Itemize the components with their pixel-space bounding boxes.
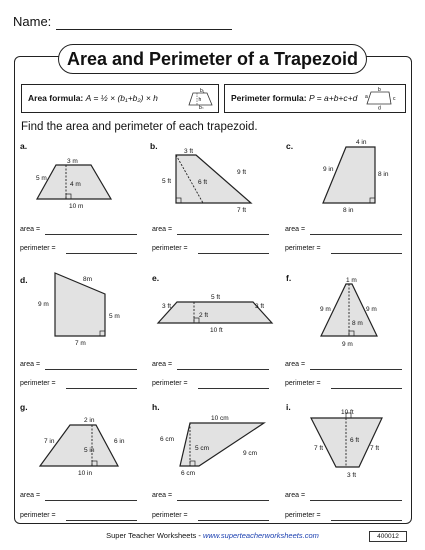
label-e-right: 3 ft xyxy=(255,303,265,310)
footer-brand: Super Teacher Worksheets - xyxy=(106,531,203,540)
label-f-bottom: 9 m xyxy=(342,341,353,348)
problem-letter-h: h. xyxy=(152,402,160,412)
label-b-top: 3 ft xyxy=(184,148,194,155)
label-e-top: 5 ft xyxy=(211,294,221,301)
label-d-right: 5 m xyxy=(109,313,120,320)
area-label-b: area = xyxy=(152,226,173,233)
problem-f-diagram xyxy=(286,273,377,348)
label-h-height: 5 cm xyxy=(195,445,210,452)
problem-a-diagram xyxy=(20,141,111,210)
label-e-left: 3 ft xyxy=(162,303,172,310)
label-b-bottom: 7 ft xyxy=(237,207,247,214)
footer-url-link[interactable]: www.superteacherworksheets.com xyxy=(202,531,319,540)
label-g-left: 7 in xyxy=(44,438,55,445)
label-i-left: 7 ft xyxy=(314,445,324,452)
label-d-top: 8m xyxy=(83,276,93,283)
area-icon-b1: b₁ xyxy=(200,88,205,94)
label-a-bottom: 10 m xyxy=(69,203,84,210)
label-b-right: 9 ft xyxy=(237,169,247,176)
perimeter-answer-b[interactable] xyxy=(198,253,269,254)
problem-letter-b: b. xyxy=(150,141,158,151)
label-b-height: 6 ft xyxy=(198,179,208,186)
perim-icon-c: c xyxy=(393,96,396,102)
problem-h-diagram xyxy=(152,402,264,477)
perim-icon-b: b xyxy=(378,87,381,93)
perimeter-label-a: perimeter = xyxy=(20,245,56,252)
area-label-g: area = xyxy=(20,492,41,499)
label-a-top: 3 m xyxy=(67,158,78,165)
area-answer-i[interactable] xyxy=(310,500,402,501)
perimeter-label-f: perimeter = xyxy=(285,380,321,387)
perimeter-label-e: perimeter = xyxy=(152,380,188,387)
label-f-left: 9 m xyxy=(320,306,331,313)
problem-d-diagram xyxy=(20,273,120,347)
problem-c-diagram xyxy=(286,139,389,214)
label-g-bottom: 10 in xyxy=(78,470,93,477)
label-i-top: 10 ft xyxy=(341,409,354,416)
area-answer-a[interactable] xyxy=(45,234,137,235)
perimeter-label-h: perimeter = xyxy=(152,512,188,519)
label-b-left: 5 ft xyxy=(162,178,172,185)
label-c-left: 9 in xyxy=(323,166,334,173)
label-g-height: 5 in xyxy=(84,447,95,454)
label-f-right: 9 m xyxy=(366,306,377,313)
perimeter-label-c: perimeter = xyxy=(285,245,321,252)
area-label-e: area = xyxy=(152,361,173,368)
perimeter-answer-i[interactable] xyxy=(331,520,402,521)
perimeter-label-i: perimeter = xyxy=(285,512,321,519)
label-c-bottom: 8 in xyxy=(343,207,354,214)
problem-letter-c: c. xyxy=(286,141,294,151)
problem-i-diagram xyxy=(286,402,382,479)
label-c-right: 8 in xyxy=(378,171,389,178)
label-c-top: 4 in xyxy=(356,139,367,146)
perimeter-answer-f[interactable] xyxy=(331,388,402,389)
area-answer-d[interactable] xyxy=(45,369,137,370)
problem-b-diagram xyxy=(150,141,251,214)
area-formula-expression: A = ½ × (b₁+b₂) × h xyxy=(85,93,158,103)
area-label-i: area = xyxy=(285,492,306,499)
name-label: Name: xyxy=(13,14,52,29)
area-icon-h: h xyxy=(198,97,202,103)
problem-letter-i: i. xyxy=(286,402,291,412)
problem-letter-d: d. xyxy=(20,275,28,285)
area-answer-g[interactable] xyxy=(45,500,137,501)
problem-letter-e: e. xyxy=(152,273,160,283)
perimeter-formula-label: Perimeter formula: xyxy=(231,93,307,103)
label-i-bottom: 3 ft xyxy=(347,472,357,479)
perimeter-answer-e[interactable] xyxy=(198,388,269,389)
label-d-bottom: 7 m xyxy=(75,340,86,347)
perim-icon-a: a xyxy=(365,94,368,100)
trapezoid-g xyxy=(40,425,118,466)
trapezoid-i xyxy=(311,418,382,467)
label-g-top: 2 in xyxy=(84,417,95,424)
problem-g-diagram xyxy=(20,402,125,477)
perimeter-label-b: perimeter = xyxy=(152,245,188,252)
area-answer-b[interactable] xyxy=(177,234,269,235)
area-label-a: area = xyxy=(20,226,41,233)
area-label-c: area = xyxy=(285,226,306,233)
area-icon-b2: b₂ xyxy=(199,105,204,109)
area-answer-c[interactable] xyxy=(310,234,402,235)
label-e-height: 2 ft xyxy=(199,312,209,319)
label-e-bottom: 10 ft xyxy=(210,327,223,334)
label-i-right: 7 ft xyxy=(370,445,380,452)
perimeter-answer-a[interactable] xyxy=(66,253,137,254)
label-i-height: 6 ft xyxy=(350,437,360,444)
perimeter-label-g: perimeter = xyxy=(20,512,56,519)
area-answer-e[interactable] xyxy=(177,369,269,370)
label-h-right: 9 cm xyxy=(243,450,258,457)
footer xyxy=(0,531,425,540)
area-label-d: area = xyxy=(20,361,41,368)
area-formula-label: Area formula: xyxy=(28,93,84,103)
problem-letter-g: g. xyxy=(20,402,28,412)
perimeter-answer-g[interactable] xyxy=(66,520,137,521)
worksheet-title: Area and Perimeter of a Trapezoid xyxy=(58,44,367,74)
problem-letter-a: a. xyxy=(20,141,28,151)
perimeter-answer-d[interactable] xyxy=(66,388,137,389)
perimeter-label-d: perimeter = xyxy=(20,380,56,387)
label-a-height: 4 m xyxy=(70,181,81,188)
area-label-f: area = xyxy=(285,361,306,368)
area-answer-f[interactable] xyxy=(310,369,402,370)
perim-icon-d: d xyxy=(378,105,381,110)
trapezoid-c xyxy=(323,147,375,203)
label-h-top: 10 cm xyxy=(211,415,229,422)
trapezoid-b xyxy=(176,155,251,203)
worksheet-code: 400012 xyxy=(369,531,407,542)
trapezoid-h xyxy=(180,423,264,466)
label-h-bottom: 6 cm xyxy=(181,470,196,477)
label-f-top: 1 m xyxy=(346,277,357,284)
label-h-left: 6 cm xyxy=(160,436,175,443)
problem-e-diagram xyxy=(152,273,272,334)
area-answer-h[interactable] xyxy=(177,500,269,501)
problem-letter-f: f. xyxy=(286,273,292,283)
label-g-right: 6 in xyxy=(114,438,125,445)
label-a-left: 5 m xyxy=(36,175,47,182)
perimeter-answer-c[interactable] xyxy=(331,253,402,254)
label-d-left: 9 m xyxy=(38,301,49,308)
label-f-height: 8 m xyxy=(352,320,363,327)
instructions: Find the area and perimeter of each trapezoid. xyxy=(21,121,258,133)
area-label-h: area = xyxy=(152,492,173,499)
perimeter-answer-h[interactable] xyxy=(198,520,269,521)
perimeter-formula-expression: P = a+b+c+d xyxy=(308,93,358,103)
trapezoid-d xyxy=(55,273,105,336)
